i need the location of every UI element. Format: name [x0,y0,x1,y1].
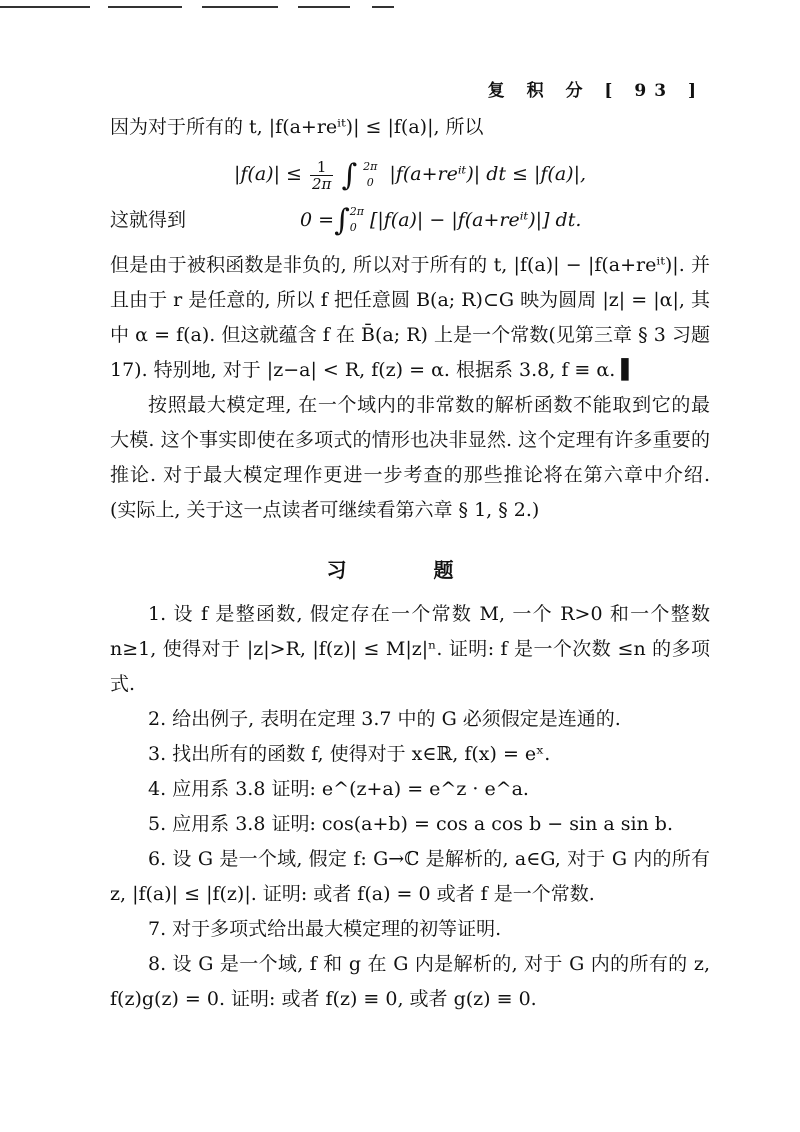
eq2-upper: 2π [349,205,364,218]
top-scan-lines [0,6,800,10]
eq2-left: 0 = [300,208,335,231]
exercise-item: 8. 设 G 是一个域, f 和 g 在 G 内是解析的, 对于 G 内的所有的 z, f(z)g(z) = 0. 证明: 或者 f(z) ≡ 0, 或者 g(z) ≡ 0. [110,952,710,1010]
eq1-left: |f(a)| ≤ [233,163,302,185]
page-body [110,110,710,1017]
exercise-item: 1. 设 f 是整函数, 假定存在一个常数 M, 一个 R>0 和一个整数 n≥1, 使得对于 |z|>R, |f(z)| ≤ M|z|ⁿ. 证明: f 是一个次数 ≤n 的多项式. [110,602,710,695]
eq1-frac-den: 2π [311,174,332,193]
eq2-limits [350,204,364,236]
running-head: 复 积 分 [ 93 ] [487,81,704,101]
equation-1 [110,157,710,193]
eq1-right: |f(a+reⁱᵗ)| dt ≤ |f(a)|, [389,163,587,185]
paragraph-max-modulus: 按照最大模定理, 在一个域内的非常数的解析函数不能取到它的最大模. 这个事实即使在多项式的情形也决非显然. 这个定理有许多重要的推论. 对于最大模定理作更进一步考查的那些推论将在第六章中介绍. (实际上, 关于这一点读者可继续看第六章 § 1, § 2.) [110,393,710,521]
integral-sign: ∫ [341,157,358,193]
eq1-fraction [310,159,333,192]
exercise-item: 4. 应用系 3.8 证明: e^(z+a) = e^z · e^a. [148,777,529,800]
eq2-lower: 0 [349,221,357,234]
intro-line: 因为对于所有的 t, |f(a+reⁱᵗ)| ≤ |f(a)|, 所以 [110,116,484,138]
eq1-frac-num: 1 [310,159,333,176]
eq1-lower: 0 [366,176,374,189]
exercises-title: 习 题 [326,557,494,582]
eq2-label: 这就得到 [110,208,187,231]
equation-2 [110,203,710,238]
eq2-right: [|f(a)| − |f(a+reⁱᵗ)|] dt. [369,208,582,231]
eq1-upper: 2π [363,160,378,173]
exercise-item: 3. 找出所有的函数 f, 使得对于 x∈ℝ, f(x) = eˣ. [148,742,551,765]
exercise-list [110,597,710,1017]
exercise-item: 6. 设 G 是一个域, 假定 f: G→ℂ 是解析的, a∈G, 对于 G 内的所有 z, |f(a)| ≤ |f(z)|. 证明: 或者 f(a) = 0 或者 f 是一个常数. [110,847,710,905]
exercise-item: 5. 应用系 3.8 证明: cos(a+b) = cos a cos b − sin a sin b. [148,812,674,835]
integral-sign: ∫ [334,202,350,238]
exercise-item: 2. 给出例子, 表明在定理 3.7 中的 G 必须假定是连通的. [148,707,621,730]
eq1-limits [363,159,377,191]
paragraph-proof-end: 但是由于被积函数是非负的, 所以对于所有的 t, |f(a)| − |f(a+reⁱᵗ)|. 并且由于 r 是任意的, 所以 f 把任意圆 B(a; R)⊂G 映为圆周 |z| = |α|, 其中 α = f(a). 但这就蕴含 f 在 B̄(a; R) 上是一个常数(见第三章 § 3 习题 17). 特别地, 对于 |z−a| < R, f(z) = α. 根据系 3.8, f ≡ α. ▌ [110,253,710,381]
exercise-item: 7. 对于多项式给出最大模定理的初等证明. [148,917,502,940]
